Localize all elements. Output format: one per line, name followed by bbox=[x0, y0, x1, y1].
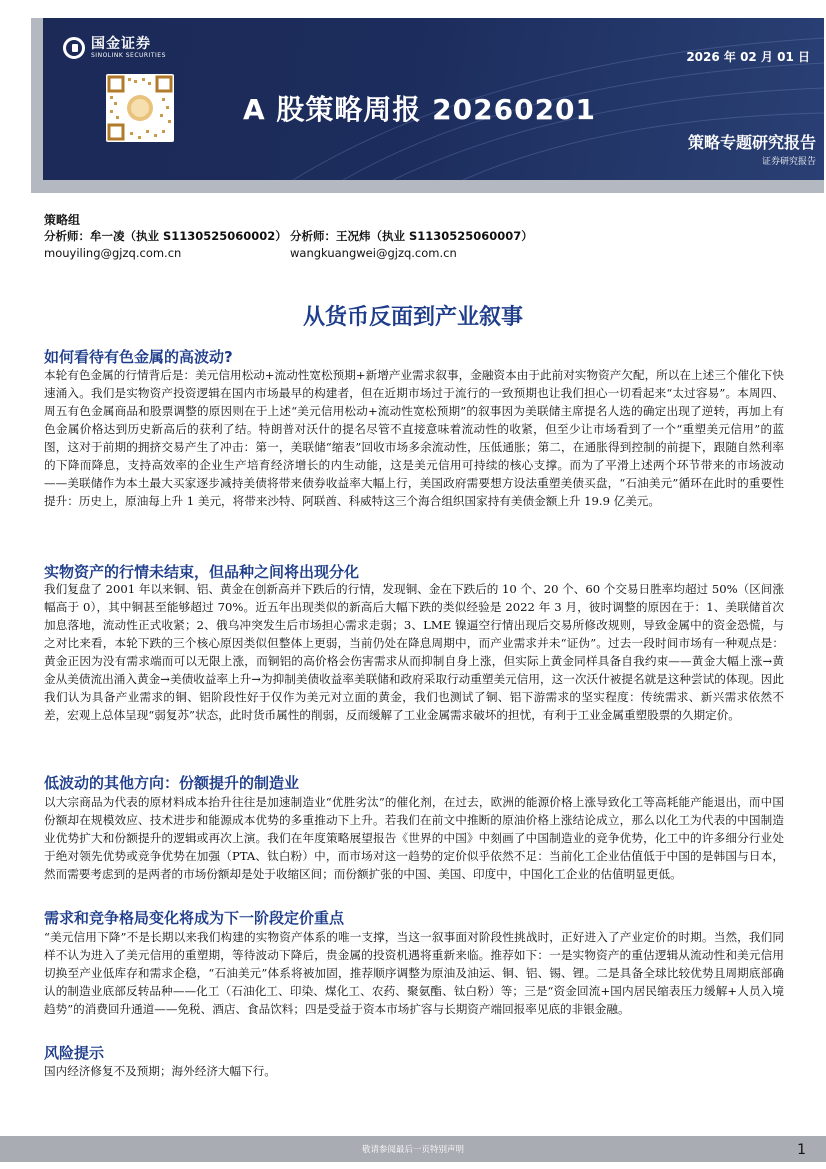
qr-code bbox=[106, 74, 174, 142]
section-title: 风险提示 bbox=[44, 1044, 105, 1062]
section-title: 需求和竞争格局变化将成为下一阶段定价重点 bbox=[44, 909, 345, 927]
report-type: 策略专题研究报告 bbox=[687, 133, 816, 152]
section-title: 如何看待有色金属的高波动? bbox=[44, 348, 233, 366]
analyst-1-email[interactable]: mouyiling@gjzq.com.cn bbox=[44, 246, 182, 260]
brand-logo-icon bbox=[63, 37, 85, 59]
analyst-1: 分析师：牟一凌（执业 S1130525060002） bbox=[44, 229, 287, 243]
report-header bbox=[43, 18, 824, 180]
section-paragraph: 我们复盘了 2001 年以来铜、铝、黄金在创新高并下跌后的行情，发现铜、金在下跌后的 10 个、20 个、60 个交易日胜率均超过 50%（区间涨幅高于 0），其中铜甚至能够超过 70%。近五年出现类似的新高后大幅下跌的类似经验是 2022 年 3 月，彼时调整的原因在于：1、美联储首次加息落地，流动性正式收紧；2、俄乌冲突发生后市场担心需求走弱；3、LME 镍逼空行情出现后交易所修改规则，导致金属中的资金恐慌，与之对比来看，本轮下跌的三个核心原因类似但整体上更弱，当前仍处在降息周期中，而产业需求并未“证伪”。过去一段时间市场有一种观点是：黄金正因为没有需求端而可以无限上涨，而铜铝的高价格会伤害需求从而抑制自身上涨，但实际上黄金同样具备自我约束——黄金大幅上涨→黄金从美债流出涌入黄金→美债收益率上升→为抑制美债收益率美联储和政府采取行动重塑美元信用，这一次沃什被提名就是这种尝试的体现。因此我们认为具备产业需求的铜、铝阶段性好于仅作为美元对立面的黄金，我们也测试了铜、铝下游需求的坚实程度：传统需求、新兴需求依然不差，宏观上总体呈现“弱复苏”状态，此时货币属性的削弱，反而缓解了工业金属需求破坏的担忧，有利于工业金属重塑股票的久期定价。 bbox=[44, 582, 784, 722]
section-paragraph: 本轮有色金属的行情背后是：美元信用松动+流动性宽松预期+新增产业需求叙事，金融资本由于此前对实物资产欠配，所以在上述三个催化下快速涌入。我们是实物资产投资逻辑在国内市场最早的构建者，但在近期市场过于流行的一致预期也让我们担心一切看起来“太过容易”。本周四、周五有色金属商品和股票调整的原因则在于上述“美元信用松动+流动性宽松预期”的叙事因为美联储主席提名人选的确定出现了逆转，再加上有色金属价格达到历史新高后的获利了结。特朗普对沃什的提名尽管不直接意味着流动性的收紧，但至少让市场看到了一个“重塑美元信用”的蓝图，这对于前期的拥挤交易产生了冲击：第一，美联储“缩表”回收市场多余流动性，压低通胀；第二，在通胀得到控制的前提下，跟随自然利率的下降而降息，支持高效率的企业生产培育经济增长的内生动能，这是美元信用可持续的核心支撑。而为了平滑上述两个环节带来的市场波动——美联储作为本土最大买家逐步减持美债将带来债券收益率大幅上行，美国政府需要想方设法重塑美债买盘，“石油美元”循环在此时的重要性提升：历史上，原油每上升 1 美元，将带来沙特、阿联酋、科威特这三个海合组织国家持有美债金额上升 19.9 亿美元。 bbox=[44, 368, 784, 508]
brand-logo bbox=[63, 36, 166, 60]
team-name: 策略组 bbox=[44, 213, 81, 227]
section-title: 低波动的其他方向：份额提升的制造业 bbox=[44, 774, 300, 792]
article-title: 从货币反面到产业叙事 bbox=[302, 305, 523, 330]
report-subtype: 证券研究报告 bbox=[761, 157, 816, 167]
report-date: 2026 年 02 月 01 日 bbox=[686, 50, 810, 64]
footer-disclaimer[interactable]: 敬请参阅最后一页特别声明 bbox=[361, 1145, 464, 1155]
qr-code-icon bbox=[106, 74, 174, 142]
section-title: 实物资产的行情未结束，但品种之间将出现分化 bbox=[44, 563, 360, 581]
report-title: A 股策略周报 20260201 bbox=[243, 93, 597, 126]
section-paragraph: 国内经济修复不及预期；海外经济大幅下行。 bbox=[44, 1064, 276, 1078]
brand-name-en: SINOLINK SECURITIES bbox=[91, 52, 166, 59]
analyst-2-email[interactable]: wangkuangwei@gjzq.com.cn bbox=[290, 246, 457, 260]
section-paragraph: 以大宗商品为代表的原材料成本抬升往往是加速制造业“优胜劣汰”的催化剂，在过去，欧洲的能源价格上涨导致化工等高耗能产能退出，而中国份额却在规模效应、技术进步和能源成本优势的多重推动下上升。若我们在前文中推断的原油价格上涨结论成立，那么以化工为代表的中国制造业优势扩大和份额提升的逻辑或再次上演。我们在年度策略展望报告《世界的中国》中刻画了中国制造业的竞争优势，化工中的许多细分行业处于绝对领先优势或竞争优势在加强（PTA、钛白粉）中，而市场对这一趋势的定价似乎依然不足：当前化工企业估值低于中国的是韩国与日本，然而需要考虑到的是两者的市场份额却是处于收缩区间；而份额扩张的中国、美国、印度中，中国化工企业的估值明显更低。 bbox=[44, 795, 784, 881]
brand-name-cn: 国金证券 bbox=[91, 36, 151, 52]
section-paragraph: “美元信用下降”不是长期以来我们构建的实物资产体系的唯一支撑，当这一叙事面对阶段性挑战时，正好进入了产业定价的时期。当然，我们同样不认为进入了美元信用的重塑期，等待波动下降后，贵金属的投资机遇将重新来临。推荐如下：一是实物资产的重估逻辑从流动性和美元信用切换至产业低库存和需求企稳，“石油美元”体系将被加固，推荐顺序调整为原油及油运、铜、铝、锡、锂。二是具备全球比较优势且周期底部确认的制造业底部反转品种——化工（石油化工、印染、煤化工、农药、聚氨酯、钛白粉）等；三是“资金回流+国内居民缩表压力缓解+人员入境趋势”的消费回升通道——免税、酒店、食品饮料；四是受益于资本市场扩容与长期资产端回报率见底的非银金融。 bbox=[44, 930, 784, 1016]
analyst-2: 分析师：王况炜（执业 S1130525060007） bbox=[290, 229, 533, 243]
page-number: 1 bbox=[797, 1142, 806, 1158]
